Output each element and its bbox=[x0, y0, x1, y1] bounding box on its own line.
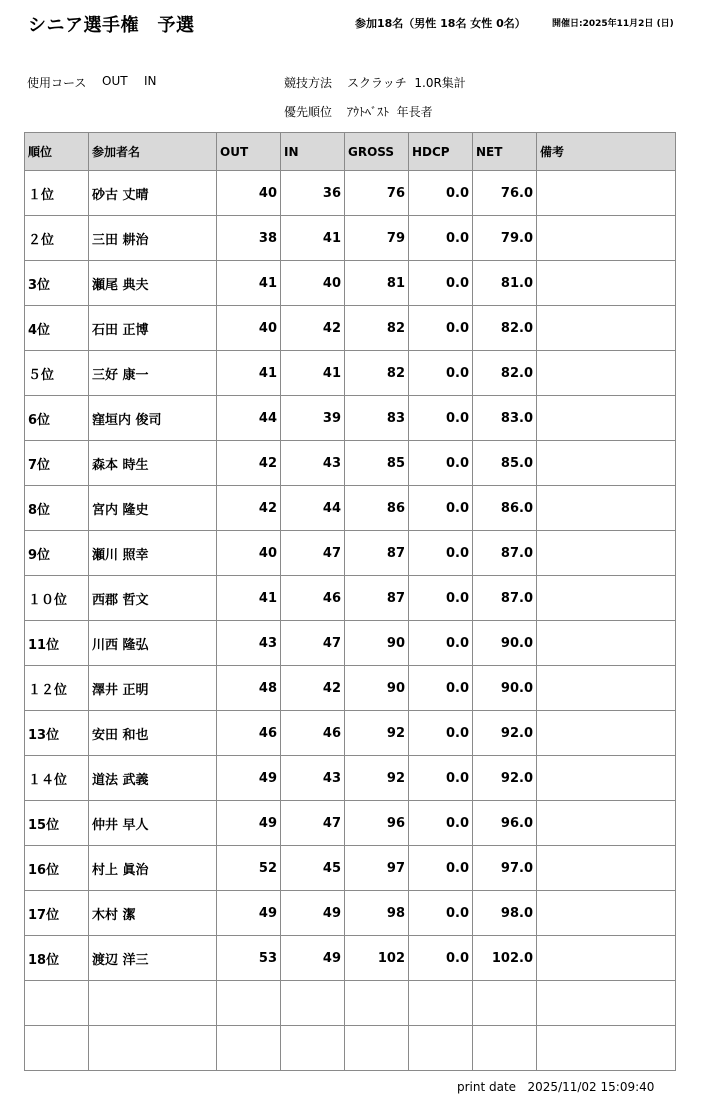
note-cell bbox=[537, 801, 676, 846]
rank-cell: 16位 bbox=[25, 846, 89, 891]
rank-cell: ５位 bbox=[25, 351, 89, 396]
hdcp-cell: 0.0 bbox=[409, 756, 473, 801]
rank-cell bbox=[25, 981, 89, 1026]
gross-cell: 86 bbox=[345, 486, 409, 531]
hdcp-cell: 0.0 bbox=[409, 711, 473, 756]
rank-cell: 7位 bbox=[25, 441, 89, 486]
course-out: OUT bbox=[102, 74, 128, 88]
name-cell: 森本 時生 bbox=[89, 441, 217, 486]
hdcp-cell: 0.0 bbox=[409, 621, 473, 666]
rank-cell: 8位 bbox=[25, 486, 89, 531]
note-cell bbox=[537, 711, 676, 756]
out-cell: 40 bbox=[217, 306, 281, 351]
rank-cell: 17位 bbox=[25, 891, 89, 936]
note-cell bbox=[537, 306, 676, 351]
net-cell bbox=[473, 1026, 537, 1071]
results-table bbox=[24, 132, 676, 1071]
in-cell: 42 bbox=[281, 666, 345, 711]
table-row bbox=[25, 846, 676, 891]
gross-cell: 98 bbox=[345, 891, 409, 936]
out-cell: 49 bbox=[217, 756, 281, 801]
rank-cell: 6位 bbox=[25, 396, 89, 441]
in-cell: 47 bbox=[281, 621, 345, 666]
net-cell: 90.0 bbox=[473, 621, 537, 666]
net-cell: 82.0 bbox=[473, 351, 537, 396]
hdcp-cell: 0.0 bbox=[409, 261, 473, 306]
name-cell: 石田 正博 bbox=[89, 306, 217, 351]
course-label: 使用コース bbox=[27, 76, 87, 90]
name-cell: 仲井 早人 bbox=[89, 801, 217, 846]
rank-cell: 18位 bbox=[25, 936, 89, 981]
net-cell: 79.0 bbox=[473, 216, 537, 261]
note-cell bbox=[537, 621, 676, 666]
in-cell bbox=[281, 1026, 345, 1071]
note-cell bbox=[537, 531, 676, 576]
out-cell: 42 bbox=[217, 441, 281, 486]
name-cell: 瀬尾 典夫 bbox=[89, 261, 217, 306]
table-row bbox=[25, 441, 676, 486]
rank-cell: 3位 bbox=[25, 261, 89, 306]
rank-cell: 4位 bbox=[25, 306, 89, 351]
rank-cell: 15位 bbox=[25, 801, 89, 846]
gross-cell: 90 bbox=[345, 666, 409, 711]
net-cell: 82.0 bbox=[473, 306, 537, 351]
rank-cell: １２位 bbox=[25, 666, 89, 711]
gross-cell: 92 bbox=[345, 756, 409, 801]
gross-cell: 102 bbox=[345, 936, 409, 981]
gross-cell: 97 bbox=[345, 846, 409, 891]
hdcp-cell: 0.0 bbox=[409, 216, 473, 261]
name-cell: 宮内 隆史 bbox=[89, 486, 217, 531]
table-row bbox=[25, 891, 676, 936]
hdcp-cell: 0.0 bbox=[409, 351, 473, 396]
priority-value: ｱｳﾄﾍﾞｽﾄ 年長者 bbox=[347, 105, 433, 119]
out-cell: 46 bbox=[217, 711, 281, 756]
hdcp-cell: 0.0 bbox=[409, 171, 473, 216]
out-cell: 41 bbox=[217, 261, 281, 306]
gross-cell: 90 bbox=[345, 621, 409, 666]
table-row bbox=[25, 801, 676, 846]
name-cell: 渡辺 洋三 bbox=[89, 936, 217, 981]
table-row bbox=[25, 396, 676, 441]
out-cell: 38 bbox=[217, 216, 281, 261]
out-cell: 40 bbox=[217, 171, 281, 216]
gross-cell bbox=[345, 1026, 409, 1071]
rank-cell: 13位 bbox=[25, 711, 89, 756]
out-cell: 42 bbox=[217, 486, 281, 531]
gross-cell: 79 bbox=[345, 216, 409, 261]
note-cell bbox=[537, 216, 676, 261]
net-cell: 76.0 bbox=[473, 171, 537, 216]
note-cell bbox=[537, 981, 676, 1026]
hdcp-cell: 0.0 bbox=[409, 306, 473, 351]
hdcp-cell bbox=[409, 1026, 473, 1071]
name-cell: 三好 康一 bbox=[89, 351, 217, 396]
event-date: 開催日:2025年11月2日 (日) bbox=[552, 19, 674, 29]
method-value: スクラッチ 1.0R集計 bbox=[347, 76, 466, 90]
in-cell: 49 bbox=[281, 936, 345, 981]
table-row bbox=[25, 576, 676, 621]
gross-cell: 87 bbox=[345, 576, 409, 621]
out-cell: 49 bbox=[217, 801, 281, 846]
table-row bbox=[25, 261, 676, 306]
name-cell: 安田 和也 bbox=[89, 711, 217, 756]
out-cell bbox=[217, 1026, 281, 1071]
net-cell: 85.0 bbox=[473, 441, 537, 486]
gross-cell: 85 bbox=[345, 441, 409, 486]
in-cell: 39 bbox=[281, 396, 345, 441]
net-cell: 97.0 bbox=[473, 846, 537, 891]
name-cell: 瀬川 照幸 bbox=[89, 531, 217, 576]
note-cell bbox=[537, 441, 676, 486]
note-cell bbox=[537, 576, 676, 621]
in-cell: 44 bbox=[281, 486, 345, 531]
gross-cell: 82 bbox=[345, 351, 409, 396]
gross-cell: 76 bbox=[345, 171, 409, 216]
participant-count: 参加18名（男性 18名 女性 0名） bbox=[355, 17, 526, 30]
rank-cell bbox=[25, 1026, 89, 1071]
name-cell: 澤井 正明 bbox=[89, 666, 217, 711]
in-cell: 41 bbox=[281, 351, 345, 396]
in-cell: 36 bbox=[281, 171, 345, 216]
header-name: 参加者名 bbox=[89, 133, 217, 171]
in-cell bbox=[281, 981, 345, 1026]
hdcp-cell: 0.0 bbox=[409, 936, 473, 981]
gross-cell: 83 bbox=[345, 396, 409, 441]
header-note: 備考 bbox=[537, 133, 676, 171]
note-cell bbox=[537, 1026, 676, 1071]
hdcp-cell: 0.0 bbox=[409, 666, 473, 711]
gross-cell bbox=[345, 981, 409, 1026]
out-cell: 41 bbox=[217, 351, 281, 396]
out-cell: 44 bbox=[217, 396, 281, 441]
hdcp-cell: 0.0 bbox=[409, 486, 473, 531]
in-cell: 47 bbox=[281, 801, 345, 846]
method-label: 競技方法 bbox=[284, 76, 333, 90]
table-row bbox=[25, 621, 676, 666]
note-cell bbox=[537, 396, 676, 441]
table-row bbox=[25, 1026, 676, 1071]
header-gross: GROSS bbox=[345, 133, 409, 171]
name-cell: 村上 眞治 bbox=[89, 846, 217, 891]
in-cell: 49 bbox=[281, 891, 345, 936]
header-in: IN bbox=[281, 133, 345, 171]
hdcp-cell: 0.0 bbox=[409, 576, 473, 621]
header-rank: 順位 bbox=[25, 133, 89, 171]
table-row bbox=[25, 306, 676, 351]
net-cell: 81.0 bbox=[473, 261, 537, 306]
out-cell bbox=[217, 981, 281, 1026]
hdcp-cell: 0.0 bbox=[409, 891, 473, 936]
course-in: IN bbox=[144, 74, 157, 88]
note-cell bbox=[537, 936, 676, 981]
net-cell: 98.0 bbox=[473, 891, 537, 936]
table-row bbox=[25, 171, 676, 216]
header-net: NET bbox=[473, 133, 537, 171]
out-cell: 43 bbox=[217, 621, 281, 666]
note-cell bbox=[537, 261, 676, 306]
name-cell bbox=[89, 981, 217, 1026]
table-row bbox=[25, 216, 676, 261]
table-row bbox=[25, 486, 676, 531]
rank-cell: １０位 bbox=[25, 576, 89, 621]
gross-cell: 96 bbox=[345, 801, 409, 846]
hdcp-cell bbox=[409, 981, 473, 1026]
priority-label: 優先順位 bbox=[284, 105, 333, 119]
table-header-row bbox=[25, 133, 676, 171]
print-date-label: print date bbox=[457, 1080, 517, 1094]
table-row bbox=[25, 711, 676, 756]
note-cell bbox=[537, 846, 676, 891]
rank-cell: 9位 bbox=[25, 531, 89, 576]
name-cell: 三田 耕治 bbox=[89, 216, 217, 261]
out-cell: 48 bbox=[217, 666, 281, 711]
gross-cell: 81 bbox=[345, 261, 409, 306]
print-date bbox=[457, 1080, 654, 1094]
in-cell: 41 bbox=[281, 216, 345, 261]
note-cell bbox=[537, 756, 676, 801]
net-cell: 87.0 bbox=[473, 576, 537, 621]
net-cell: 96.0 bbox=[473, 801, 537, 846]
hdcp-cell: 0.0 bbox=[409, 531, 473, 576]
table-row bbox=[25, 351, 676, 396]
rank-cell: １４位 bbox=[25, 756, 89, 801]
rank-cell: １位 bbox=[25, 171, 89, 216]
note-cell bbox=[537, 486, 676, 531]
out-cell: 52 bbox=[217, 846, 281, 891]
note-cell bbox=[537, 891, 676, 936]
out-cell: 49 bbox=[217, 891, 281, 936]
name-cell: 川西 隆弘 bbox=[89, 621, 217, 666]
name-cell bbox=[89, 1026, 217, 1071]
name-cell: 西郡 哲文 bbox=[89, 576, 217, 621]
table-row bbox=[25, 936, 676, 981]
net-cell: 92.0 bbox=[473, 711, 537, 756]
table-row bbox=[25, 756, 676, 801]
table-row bbox=[25, 666, 676, 711]
hdcp-cell: 0.0 bbox=[409, 846, 473, 891]
net-cell: 87.0 bbox=[473, 531, 537, 576]
net-cell: 86.0 bbox=[473, 486, 537, 531]
in-cell: 40 bbox=[281, 261, 345, 306]
in-cell: 43 bbox=[281, 756, 345, 801]
net-cell: 102.0 bbox=[473, 936, 537, 981]
out-cell: 40 bbox=[217, 531, 281, 576]
net-cell: 92.0 bbox=[473, 756, 537, 801]
hdcp-cell: 0.0 bbox=[409, 801, 473, 846]
hdcp-cell: 0.0 bbox=[409, 396, 473, 441]
in-cell: 46 bbox=[281, 711, 345, 756]
out-cell: 41 bbox=[217, 576, 281, 621]
note-cell bbox=[537, 171, 676, 216]
in-cell: 47 bbox=[281, 531, 345, 576]
name-cell: 道法 武義 bbox=[89, 756, 217, 801]
in-cell: 42 bbox=[281, 306, 345, 351]
header-hdcp: HDCP bbox=[409, 133, 473, 171]
name-cell: 窪垣内 俊司 bbox=[89, 396, 217, 441]
gross-cell: 87 bbox=[345, 531, 409, 576]
net-cell: 90.0 bbox=[473, 666, 537, 711]
gross-cell: 92 bbox=[345, 711, 409, 756]
note-cell bbox=[537, 666, 676, 711]
gross-cell: 82 bbox=[345, 306, 409, 351]
in-cell: 45 bbox=[281, 846, 345, 891]
net-cell: 83.0 bbox=[473, 396, 537, 441]
print-date-value: 2025/11/02 15:09:40 bbox=[527, 1080, 655, 1094]
page-title: シニア選手権 予選 bbox=[28, 15, 195, 36]
rank-cell: ２位 bbox=[25, 216, 89, 261]
note-cell bbox=[537, 351, 676, 396]
table-row bbox=[25, 531, 676, 576]
name-cell: 木村 潔 bbox=[89, 891, 217, 936]
hdcp-cell: 0.0 bbox=[409, 441, 473, 486]
rank-cell: 11位 bbox=[25, 621, 89, 666]
name-cell: 砂古 丈晴 bbox=[89, 171, 217, 216]
in-cell: 46 bbox=[281, 576, 345, 621]
in-cell: 43 bbox=[281, 441, 345, 486]
out-cell: 53 bbox=[217, 936, 281, 981]
table-row bbox=[25, 981, 676, 1026]
header-out: OUT bbox=[217, 133, 281, 171]
net-cell bbox=[473, 981, 537, 1026]
